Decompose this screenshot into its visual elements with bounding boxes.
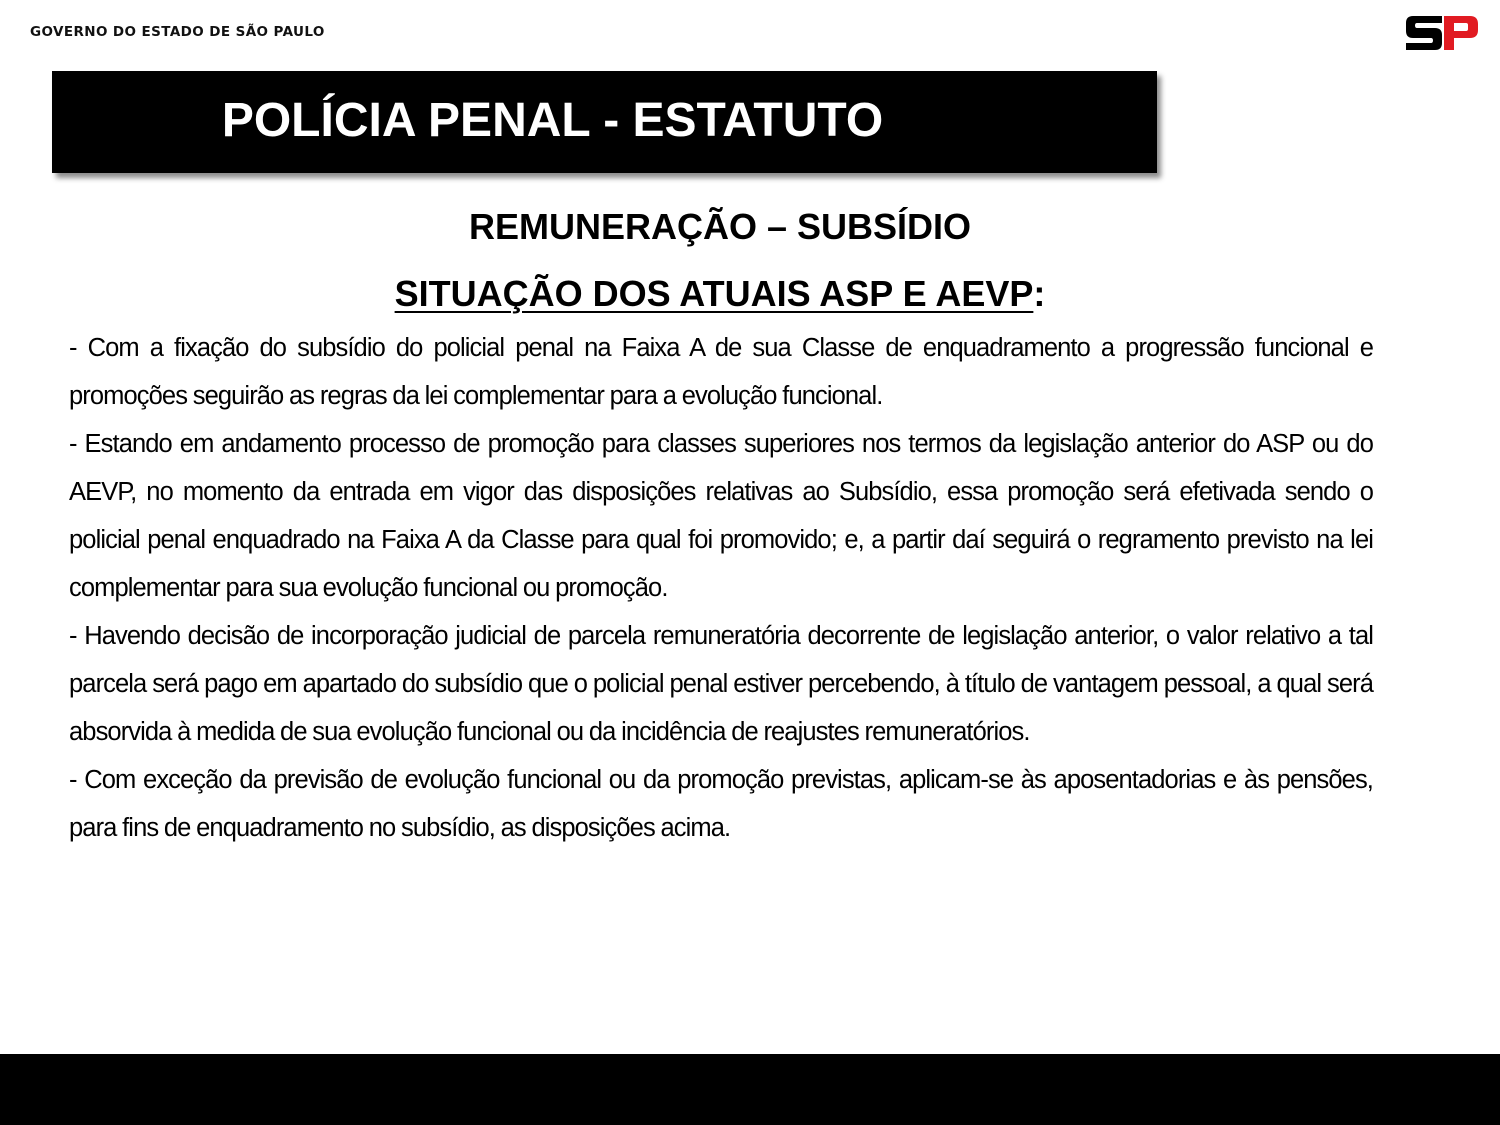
slide-subtitle: REMUNERAÇÃO – SUBSÍDIO — [468, 206, 972, 247]
section-heading-text: SITUAÇÃO DOS ATUAIS ASP E AEVP — [394, 273, 1034, 314]
title-banner — [52, 71, 1157, 173]
paragraph: - Com exceção da previsão de evolução funcional ou da promoção previstas, aplicam-se às aposentadorias e às pensões, para fins de enquadramento no subsídio, as disposições acima. — [69, 766, 1373, 842]
body-text — [69, 324, 1373, 852]
sp-logo-p — [1444, 16, 1478, 50]
section-heading-colon: : — [1033, 273, 1046, 314]
paragraph: - Havendo decisão de incorporação judicial de parcela remuneratória decorrente de legislação anterior, o valor relativo a tal parcela será pago em apartado do subsídio que o policial penal estiver percebendo, à título de vantagem pessoal, a qual será absorvida à medida de sua evolução funcional ou da incidência de reajustes remuneratórios. — [69, 622, 1373, 746]
government-label: GOVERNO DO ESTADO DE SÃO PAULO — [30, 24, 325, 40]
sp-logo-s — [1406, 16, 1442, 50]
paragraph: - Com a fixação do subsídio do policial penal na Faixa A de sua Classe de enquadramento a progressão funcional e promoções seguirão as regras da lei complementar para a evolução funcional. — [69, 334, 1373, 410]
sp-logo — [1404, 16, 1480, 50]
slide-title: POLÍCIA PENAL - ESTATUTO — [221, 94, 884, 147]
paragraph: - Estando em andamento processo de promoção para classes superiores nos termos da legislação anterior do ASP ou do AEVP, no momento da entrada em vigor das disposições relativas ao Subsídio, essa promoção será efetivada sendo o policial penal enquadrado na Faixa A da Classe para qual foi promovido; e, a partir daí seguirá o regramento previsto na lei complementar para sua evolução funcional ou promoção. — [69, 430, 1373, 602]
section-heading — [0, 272, 1440, 316]
footer-bar — [0, 1054, 1500, 1125]
